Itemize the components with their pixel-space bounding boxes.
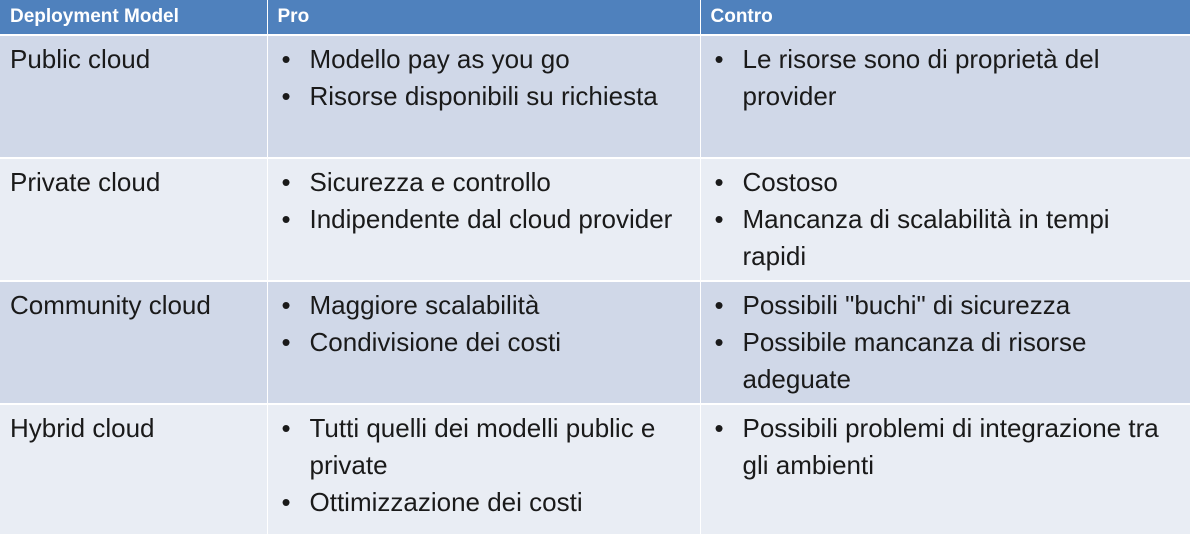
bullet-icon: • xyxy=(281,413,291,443)
model-cell: Public cloud xyxy=(0,35,267,158)
table-row-private-cloud xyxy=(0,158,1190,281)
contro-cell xyxy=(700,35,1190,158)
header-row xyxy=(0,0,1190,35)
pro-cell xyxy=(267,158,700,281)
list-item xyxy=(278,41,690,78)
bullet-icon: • xyxy=(281,290,291,320)
list-item xyxy=(278,287,690,324)
list-item-text: Possibili "buchi" di sicurezza xyxy=(742,290,1071,320)
contro-cell xyxy=(700,158,1190,281)
bullet-icon: • xyxy=(714,167,724,197)
table-row-public-cloud xyxy=(0,35,1190,158)
list-item xyxy=(278,324,690,361)
list-item-text: Risorse disponibili su richiesta xyxy=(309,81,658,111)
header-pro: Pro xyxy=(267,0,700,35)
list-item-text: Condivisione dei costi xyxy=(309,327,561,357)
list-item-text: Tutti quelli dei modelli public e private xyxy=(309,413,656,480)
contro-cell xyxy=(700,281,1190,404)
list-item-text: Indipendente dal cloud provider xyxy=(309,204,673,234)
contro-list xyxy=(711,410,1180,484)
bullet-icon: • xyxy=(281,167,291,197)
bullet-icon: • xyxy=(281,327,291,357)
list-item-text: Mancanza di scalabilità in tempi rapidi xyxy=(742,204,1110,271)
list-item-text: Le risorse sono di proprietà del provider xyxy=(742,44,1100,111)
list-item-text: Possibile mancanza di risorse adeguate xyxy=(742,327,1087,394)
list-item xyxy=(711,41,1180,115)
pro-cell xyxy=(267,35,700,158)
list-item xyxy=(278,164,690,201)
pro-cell xyxy=(267,404,700,535)
pro-list xyxy=(278,410,690,521)
model-cell: Hybrid cloud xyxy=(0,404,267,535)
list-item-text: Ottimizzazione dei costi xyxy=(309,487,583,517)
table-row-hybrid-cloud xyxy=(0,404,1190,535)
bullet-icon: • xyxy=(714,44,724,74)
list-item-text: Costoso xyxy=(742,167,838,197)
table-row-community-cloud xyxy=(0,281,1190,404)
list-item xyxy=(711,287,1180,324)
list-item xyxy=(711,201,1180,275)
bullet-icon: • xyxy=(281,204,291,234)
bullet-icon: • xyxy=(714,413,724,443)
header-deployment-model: Deployment Model xyxy=(0,0,267,35)
bullet-icon: • xyxy=(714,204,724,234)
list-item-text: Maggiore scalabilità xyxy=(309,290,540,320)
pro-list xyxy=(278,41,690,115)
list-item-text: Sicurezza e controllo xyxy=(309,167,551,197)
contro-list xyxy=(711,41,1180,115)
list-item-text: Possibili problemi di integrazione tra gli ambienti xyxy=(742,413,1159,480)
bullet-icon: • xyxy=(281,81,291,111)
list-item xyxy=(711,324,1180,398)
bullet-icon: • xyxy=(714,290,724,320)
list-item xyxy=(711,410,1180,484)
list-item-text: Modello pay as you go xyxy=(309,44,570,74)
contro-list xyxy=(711,287,1180,398)
pro-list xyxy=(278,164,690,238)
header-contro: Contro xyxy=(700,0,1190,35)
list-item xyxy=(711,164,1180,201)
pro-list xyxy=(278,287,690,361)
model-cell: Private cloud xyxy=(0,158,267,281)
contro-cell xyxy=(700,404,1190,535)
bullet-icon: • xyxy=(714,327,724,357)
contro-list xyxy=(711,164,1180,275)
list-item xyxy=(278,201,690,238)
bullet-icon: • xyxy=(281,487,291,517)
list-item xyxy=(278,78,690,115)
list-item xyxy=(278,410,690,484)
pro-cell xyxy=(267,281,700,404)
list-item xyxy=(278,484,690,521)
model-cell: Community cloud xyxy=(0,281,267,404)
bullet-icon: • xyxy=(281,44,291,74)
